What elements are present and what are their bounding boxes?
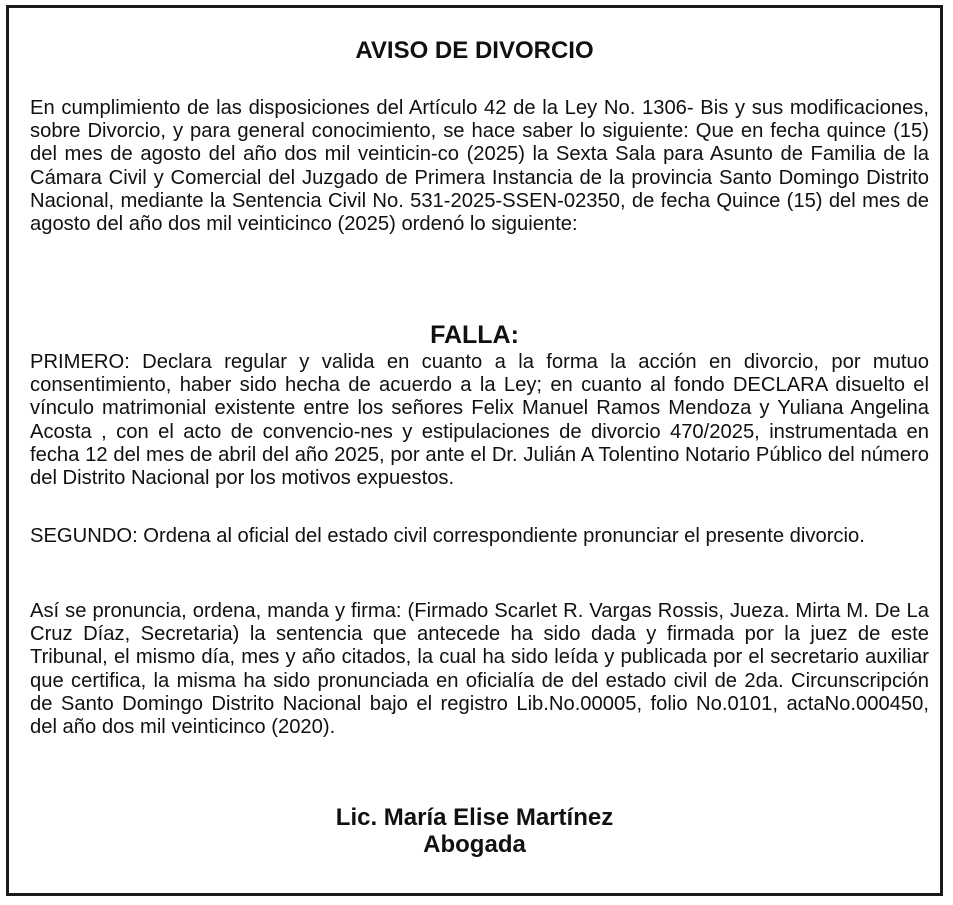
falla-heading: FALLA:: [430, 321, 519, 349]
notice-title: AVISO DE DIVORCIO: [355, 37, 594, 64]
segundo-paragraph: SEGUNDO: Ordena al oficial del estado civil correspondiente pronunciar el presente divorcio.: [30, 525, 865, 547]
signature-role: Abogada: [423, 831, 526, 858]
signature-name: Lic. María Elise Martínez: [335, 804, 614, 831]
primero-paragraph: PRIMERO: Declara regular y valida en cuanto a la forma la acción en divorcio, por mutuo consentimiento, haber sido hecha de acuerdo a la Ley; en cuanto al fondo DECLARA disuelto el vínculo matrimonial existente entre los señores Felix Manuel Ramos Mendoza y Yuliana Angelina Acosta , con el acto de convencio-nes y estipulaciones de divorcio 470/2025, instrumentada en fecha 12 del mes de abril del año 2025, por ante el Dr. Julián A Tolentino Notario Público del número del Distrito Nacional por los motivos expuestos.: [30, 351, 929, 490]
notice-frame: [6, 5, 943, 896]
intro-paragraph: En cumplimiento de las disposiciones del Artículo 42 de la Ley No. 1306- Bis y sus modificaciones, sobre Divorcio, y para general conocimiento, se hace saber lo siguiente: Que en fecha quince (15) del mes de agosto del año dos mil veinticin-co (2025) la Sexta Sala para Asunto de Familia de la Cámara Civil y Comercial del Juzgado de Primera Instancia de la provincia Santo Domingo Distrito Nacional, mediante la Sentencia Civil No. 531-2025-SSEN-02350, de fecha Quince (15) del mes de agosto del año dos mil veinticinco (2025) ordenó lo siguiente:: [30, 97, 929, 236]
closing-paragraph: Así se pronuncia, ordena, manda y firma: (Firmado Scarlet R. Vargas Rossis, Jueza. Mirta M. De La Cruz Díaz, Secretaria) la sentencia que antecede ha sido dada y firmada por la juez de este Tribunal, el mismo día, mes y año citados, la cual ha sido leída y publicada por el secretario auxiliar que certifica, la misma ha sido pronunciada en oficialía de del estado civil de 2da. Circunscripción de Santo Domingo Distrito Nacional bajo el registro Lib.No.00005, folio No.0101, actaNo.000450, del año dos mil veinticinco (2020).: [30, 600, 929, 739]
